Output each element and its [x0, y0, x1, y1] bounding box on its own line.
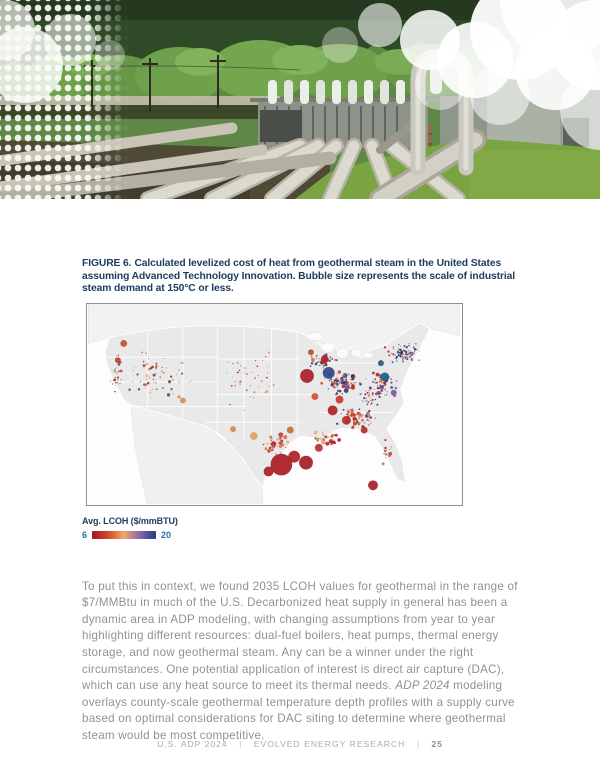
legend-gradient-bar — [92, 531, 156, 539]
grass-light — [470, 150, 600, 199]
legend-scale-row — [82, 530, 282, 540]
halftone-dot-overlay — [0, 0, 128, 199]
body-paragraph-part2: modeling overlays county-scale geothermal temperature depth profiles with a supply curve based on optimal considerations for DAC siting to determine where geothermal steam would be most competitive. — [82, 679, 515, 742]
body-paragraph — [82, 579, 537, 745]
figure-caption-text: Calculated levelized cost of heat from geothermal steam in the United States assuming Advanced Technology Innovation. Bubble size represents the scale of industrial steam demand at 150°C or less. — [82, 258, 516, 295]
legend-title: Avg. LCOH ($/mmBTU) — [82, 516, 178, 526]
figure-caption-label: FIGURE 6. — [82, 258, 132, 269]
body-paragraph-part1: To put this in context, we found 2035 LCOH values for geothermal in the range of $7/MMBtu in much of the U.S. Decarbonized heat supply in general has been a dynamic area in ADP modeling, with changing assumptions from year to year highlighting different resources: dual-fuel boilers, heat pumps, thermal energy storage, and now geothermal steam. Any can be a winner under the right circumstances. One potential application of interest is direct air capture (DAC), which can use any heat source to meet its thermal needs. — [82, 579, 518, 693]
footer-report-name: U.S. ADP 2024 — [157, 739, 228, 749]
legend-max-value: 20 — [161, 530, 172, 540]
us-bubble-map — [86, 303, 463, 506]
footer-separator: | — [239, 739, 243, 749]
body-paragraph-italic: ADP 2024 — [395, 679, 450, 693]
us-bubble-map-svg — [87, 304, 461, 504]
map-legend — [82, 516, 282, 540]
hero-photo — [0, 0, 600, 199]
legend-min-value: 6 — [82, 530, 88, 540]
footer-separator: | — [416, 739, 420, 749]
footer-org-name: EVOLVED ENERGY RESEARCH — [253, 739, 406, 749]
page-footer — [0, 739, 600, 749]
figure-caption — [82, 258, 518, 296]
footer-page-number: 25 — [431, 739, 443, 749]
